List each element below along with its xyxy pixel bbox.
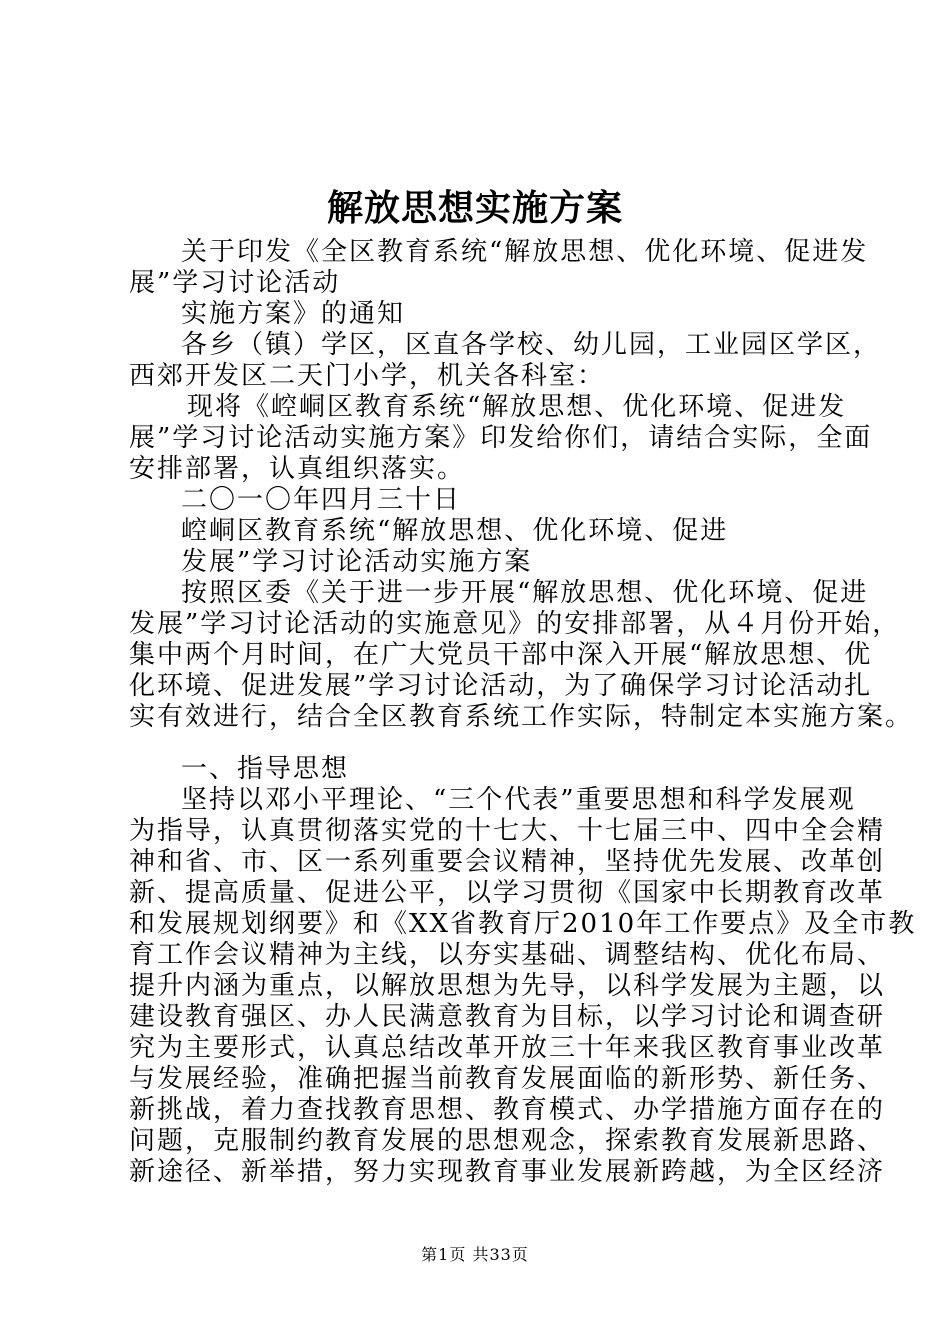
body-line: 与发展经验，准确把握当前教育发展面临的新形势、新任务、 — [129, 1064, 886, 1094]
section-heading: 一、指导思想 — [181, 754, 350, 784]
paragraph-gap — [129, 733, 839, 754]
body-line: 实施方案》的通知 — [181, 299, 406, 329]
body-line: 和发展规划纲要》和《XX省教育厅2010年工作要点》及全市教 — [129, 909, 917, 939]
body-line: 新途径、新举措，努力实现教育事业发展新跨越，为全区经济 — [129, 1157, 886, 1187]
body-line: 安排部署，认真组织落实。 — [129, 454, 466, 484]
body-line: 坚持以邓小平理论、“三个代表”重要思想和科学发展观 — [181, 785, 856, 815]
body-line: 展”学习讨论活动实施方案》印发给你们，请结合实际，全面 — [129, 423, 873, 453]
body-line: 展”学习讨论活动 — [129, 268, 341, 298]
document-title: 解放思想实施方案 — [326, 187, 623, 229]
body-line: 崆峒区教育系统“解放思想、优化环境、促进 — [181, 516, 729, 546]
body-line: 化环境、促进发展”学习讨论活动，为了确保学习讨论活动扎 — [129, 671, 873, 701]
date-line: 二〇一〇年四月三十日 — [181, 485, 462, 515]
body-line: 按照区委《关于进一步开展“解放思想、优化环境、促进 — [181, 578, 869, 608]
body-line: 究为主要形式，认真总结改革开放三十年来我区教育事业改革 — [129, 1033, 886, 1063]
body-line: 神和省、市、区一系列重要会议精神，坚持优先发展、改革创 — [129, 847, 886, 877]
body-line: 西郊开发区二天门小学，机关各科室： — [129, 361, 606, 391]
body-line: 新、提高质量、促进公平，以学习贯彻《国家中长期教育改革 — [129, 878, 886, 908]
body-line: 新挑战，着力查找教育思想、教育模式、办学措施方面存在的 — [129, 1095, 886, 1125]
body-line: 问题，克服制约教育发展的思想观念，探索教育发展新思路、 — [129, 1126, 886, 1156]
body-line: 实有效进行，结合全区教育系统工作实际，特制定本实施方案。 — [129, 702, 914, 732]
body-line: 育工作会议精神为主线，以夯实基础、调整结构、优化布局、 — [129, 940, 886, 970]
body-line: 集中两个月时间，在广大党员干部中深入开展“解放思想、优 — [129, 640, 873, 670]
document-body — [129, 237, 917, 1188]
body-line: 为指导，认真贯彻落实党的十七大、十七届三中、四中全会精 — [129, 816, 886, 846]
body-line: 提升内涵为重点，以解放思想为先导，以科学发展为主题，以 — [129, 971, 886, 1001]
body-line: 现将《崆峒区教育系统“解放思想、优化环境、促进发 — [187, 392, 847, 422]
body-line: 各乡（镇）学区，区直各学校、幼儿园，工业园区学区， — [181, 330, 882, 360]
body-line: 建设教育强区、办人民满意教育为目标，以学习讨论和调查研 — [129, 1002, 886, 1032]
body-line: 发展”学习讨论活动实施方案 — [181, 547, 533, 577]
body-line: 关于印发《全区教育系统“解放思想、优化环境、促进发 — [181, 237, 869, 267]
page-indicator: 第1页 共33页 — [421, 1245, 529, 1264]
body-line: 发展”学习讨论活动的实施意见》的安排部署，从４月份开始， — [129, 609, 901, 639]
